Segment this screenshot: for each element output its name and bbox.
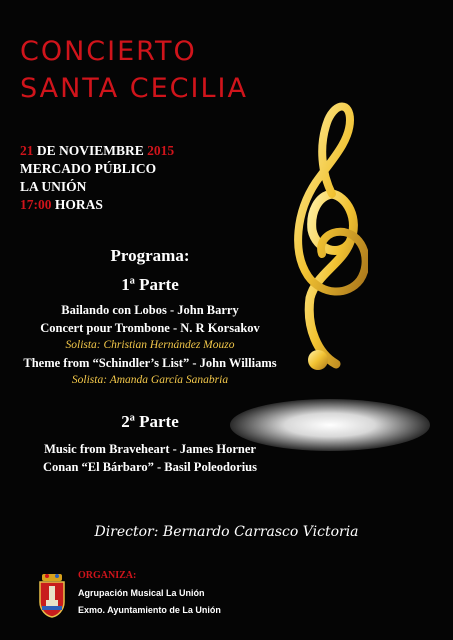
soloist-note: Solista: Amanda García Sanabria (71, 374, 229, 386)
event-time (20, 196, 174, 214)
treble-clef-icon (288, 92, 368, 382)
director-credit: Director: Bernardo Carrasco Victoria (94, 524, 359, 540)
poster-title-line2: SANTA CECILIA (20, 73, 248, 104)
date-month: DE NOVIEMBRE (33, 143, 148, 158)
program-item: Concert pour Trombone - N. R Korsakov (40, 321, 260, 335)
program-item: Music from Braveheart - James Horner (44, 442, 256, 456)
program-item: Theme from “Schindler’s List” - John Williams (23, 356, 277, 370)
event-date (20, 142, 174, 160)
organizer-line: Agrupación Musical La Unión (78, 588, 205, 598)
event-info (20, 142, 174, 214)
event-venue: MERCADO PÚBLICO (20, 161, 157, 176)
time-suffix: HORAS (51, 197, 103, 212)
coat-of-arms-icon (37, 572, 67, 618)
part2-heading: 2ª Parte (121, 412, 179, 431)
time-value: 17:00 (20, 197, 52, 212)
organizer-label: ORGANIZA: (78, 570, 137, 581)
program-item: Bailando con Lobos - John Barry (61, 303, 239, 317)
spotlight-ellipse (228, 380, 433, 460)
date-day: 21 (20, 143, 34, 158)
organizer-line: Exmo. Ayuntamiento de La Unión (78, 605, 221, 615)
program-heading: Programa: (110, 246, 190, 265)
poster-title-line1: CONCIERTO (20, 36, 197, 67)
event-city: LA UNIÓN (20, 179, 87, 194)
part1-heading: 1ª Parte (121, 275, 179, 294)
soloist-note: Solista: Christian Hernández Mouzo (65, 339, 235, 351)
program-item: Conan “El Bárbaro” - Basil Poleodorius (42, 460, 258, 474)
date-year: 2015 (147, 143, 175, 158)
